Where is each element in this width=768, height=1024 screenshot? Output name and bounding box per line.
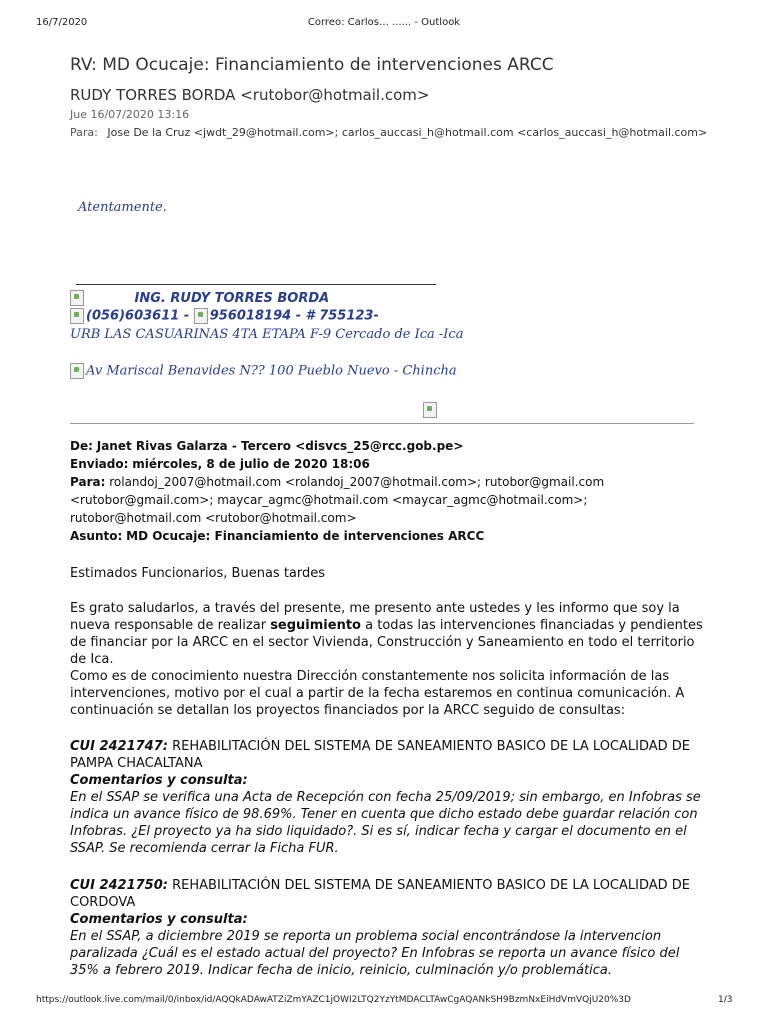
cui-1-text: En el SSAP se verifica una Acta de Recepción con fecha 25/09/2019; sin embargo, en Infobras se indica un avance físico de 98.69%. Tener en cuenta que dicho estado debe guardar relación con Infobras. ¿El proyecto ya ha sido liquidado?. Si es sí, indicar fecha y cargar el documento en el SSAP. Se recomienda cerrar la Ficha FUR. xyxy=(70,790,701,856)
signature-address-2: Av Mariscal Benavides N?? 100 Pueblo Nuevo - Chincha xyxy=(86,363,457,379)
cui-1-block xyxy=(70,738,710,857)
fwd-sent xyxy=(70,455,710,473)
cui-1-title xyxy=(70,738,710,772)
phone-2[interactable]: 956018194 xyxy=(209,308,292,324)
fwd-from-value: Janet Rivas Galarza - Tercero <disvcs_25@rcc.gob.pe> xyxy=(96,439,464,453)
broken-image-icon xyxy=(70,308,84,324)
broken-image-icon xyxy=(70,290,84,306)
email-sender[interactable]: RUDY TORRES BORDA <rutobor@hotmail.com> xyxy=(70,86,430,104)
cui-2-label: Comentarios y consulta: xyxy=(70,912,248,927)
fwd-to xyxy=(70,473,710,527)
print-url: https://outlook.live.com/mail/0/inbox/id/AQQkADAwATZiZmYAZC1jOWI2LTQ2YzYtMDACLTAwCgAQANkSH9BzmNxEiHdVmVQjU20%3D xyxy=(36,995,631,1005)
forwarded-header xyxy=(70,437,710,545)
fwd-subject-value: MD Ocucaje: Financiamiento de intervenciones ARCC xyxy=(126,529,485,543)
fwd-subject-label: Asunto: xyxy=(70,529,123,543)
cui-1-label: Comentarios y consulta: xyxy=(70,773,248,788)
signature-phones xyxy=(70,308,379,324)
print-page: 1/3 xyxy=(718,995,733,1005)
signature-address-2-row xyxy=(70,363,457,379)
p1-text: Es grato saludarlos, a través del presente, me presento ante ustedes y les informo que soy la nueva responsable de realizar xyxy=(70,601,680,633)
phone-separator: - xyxy=(179,308,194,324)
signature-name-row xyxy=(70,290,329,306)
print-title: Correo: Carlos… ...... - Outlook xyxy=(307,17,461,28)
fwd-sent-value: miércoles, 8 de julio de 2020 18:06 xyxy=(132,457,370,471)
print-date: 16/7/2020 xyxy=(36,17,88,28)
fwd-sent-label: Enviado: xyxy=(70,457,129,471)
cui-2-name: REHABILITACIÓN DEL SISTEMA DE SANEAMIENTO BASICO DE LA LOCALIDAD DE CORDOVA xyxy=(70,878,691,910)
body-greeting: Estimados Funcionarios, Buenas tardes xyxy=(70,566,326,581)
signature-greeting: Atentamente. xyxy=(78,200,167,215)
p1-bold: seguimiento xyxy=(270,618,361,633)
p1-text-end: a todas las intervenciones financiadas y pendientes de financiar por la ARCC en el sector Vivienda, Construcción y Saneamiento en todo el territorio de Ica. xyxy=(70,618,703,667)
fwd-from-label: De: xyxy=(70,439,93,453)
fwd-subject xyxy=(70,527,710,545)
email-date: Jue 16/07/2020 13:16 xyxy=(70,108,190,121)
email-subject: RV: MD Ocucaje: Financiamiento de intervenciones ARCC xyxy=(70,55,554,75)
body-paragraph-2: Como es de conocimiento nuestra Dirección constantemente nos solicita información de las intervenciones, motivo por el cual a partir de la fecha estaremos en continua comunicación. A continuación se detallan los proyectos financiados por la ARCC seguido de consultas: xyxy=(70,669,685,718)
cui-1-code: CUI 2421747: xyxy=(70,739,168,754)
phone-1[interactable]: (056)603611 xyxy=(86,308,180,324)
broken-image-center xyxy=(423,399,439,418)
signature-name: ING. RUDY TORRES BORDA xyxy=(134,290,330,306)
body-paragraph-1 xyxy=(70,600,710,668)
cui-2-text: En el SSAP, a diciembre 2019 se reporta un problema social encontrándose la intervencion paralizada ¿Cuál es el estado actual del proyecto? En Infobras se reporta un avance físico del 35% a febrero 2019. Indicar fecha de inicio, reinicio, culminación y/o problemática. xyxy=(70,929,680,978)
cui-2-title xyxy=(70,877,710,911)
to-value[interactable]: Jose De la Cruz <jwdt_29@hotmail.com>; carlos_auccasi_h@hotmail.com <carlos_auccasi_h@hotmail.com> xyxy=(107,126,708,139)
signature-divider xyxy=(76,284,436,285)
forward-divider xyxy=(70,423,694,424)
phone-3: - # 755123- xyxy=(291,308,379,324)
signature-address-1: URB LAS CASUARINAS 4TA ETAPA F-9 Cercado de Ica -Ica xyxy=(70,327,464,342)
broken-image-icon xyxy=(70,363,84,379)
fwd-to-label: Para: xyxy=(70,475,106,489)
broken-image-icon xyxy=(423,402,437,418)
fwd-from xyxy=(70,437,710,455)
cui-2-code: CUI 2421750: xyxy=(70,878,168,893)
fwd-to-value: rolandoj_2007@hotmail.com <rolandoj_2007@hotmail.com>; rutobor@gmail.com <rutobor@gmail.com>; maycar_agmc@hotmail.com <maycar_agmc@hotmail.com>; rutobor@hotmail.com <rutobor@hotmail.com> xyxy=(70,475,605,525)
cui-2-block xyxy=(70,877,710,979)
email-recipients xyxy=(70,126,707,139)
to-label: Para: xyxy=(70,126,98,139)
cui-1-name: REHABILITACIÓN DEL SISTEMA DE SANEAMIENTO BASICO DE LA LOCALIDAD DE PAMPA CHACALTANA xyxy=(70,739,691,771)
broken-image-icon xyxy=(194,308,208,324)
